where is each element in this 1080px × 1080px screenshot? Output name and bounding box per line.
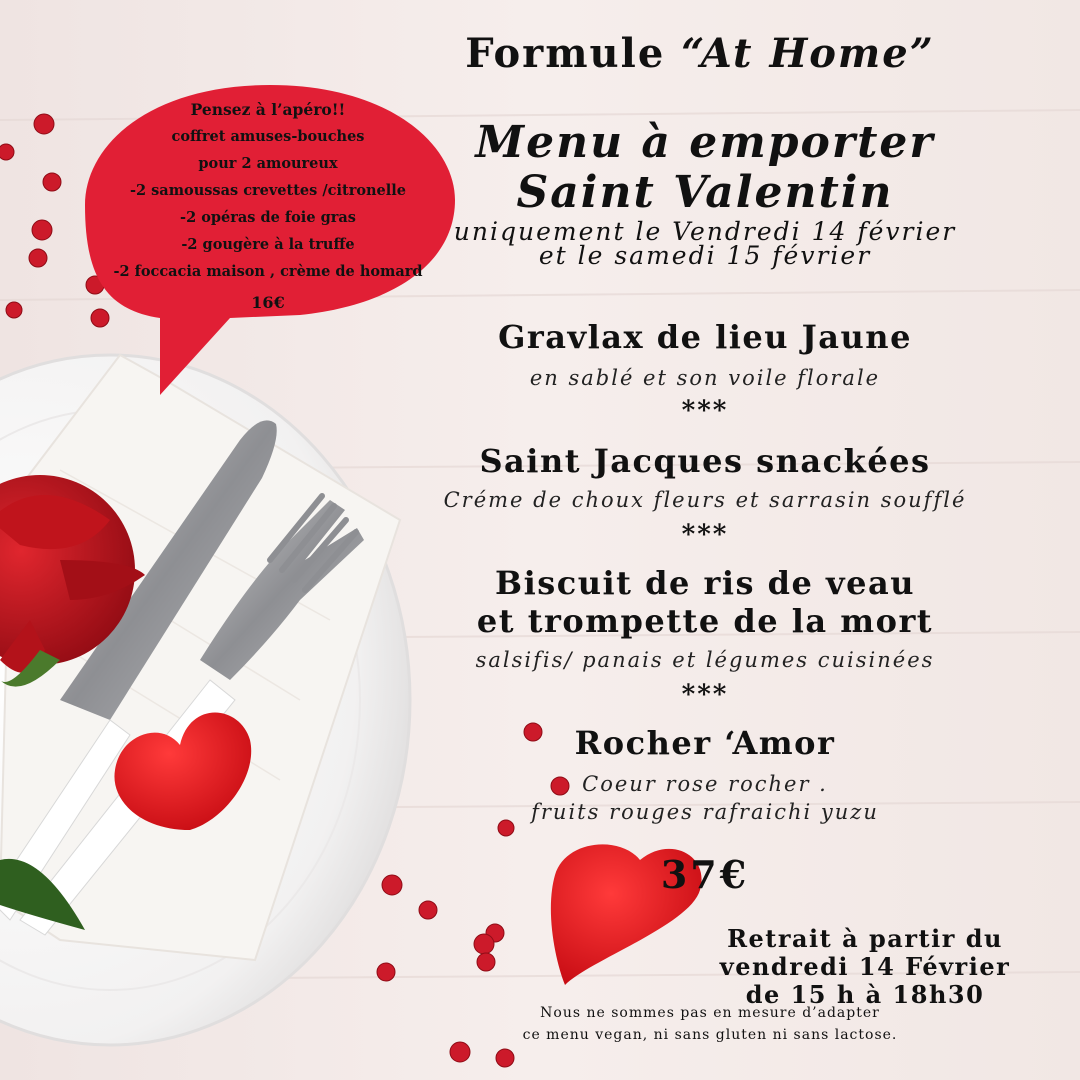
- dietary-disclaimer: [460, 1002, 960, 1046]
- formule-name: “At Home”: [681, 30, 935, 77]
- course-separator: ***: [681, 680, 729, 710]
- pickup-line3: de 15 h à 18h30: [745, 980, 985, 1009]
- aperitif-item: -2 samoussas crevettes /citronelle: [129, 182, 407, 199]
- dates-line1: uniquement le Vendredi 14 février: [453, 217, 957, 246]
- menu-title: [410, 118, 1000, 218]
- course-separator: ***: [681, 396, 729, 426]
- aperitif-price: 16€: [251, 293, 285, 312]
- dish2-name: Saint Jacques snackées: [479, 442, 931, 480]
- formule-prefix: Formule: [465, 30, 682, 77]
- dish3-desc: salsifis/ panais et légumes cuisinées: [475, 648, 935, 672]
- aperitif-line2: pour 2 amoureux: [198, 155, 338, 172]
- availability-dates: [410, 217, 1000, 270]
- menu-title-line2: Saint Valentin: [516, 167, 894, 218]
- dish3-name: [405, 564, 1005, 640]
- dish1-desc: en sablé et son voile florale: [529, 366, 881, 390]
- dish1-name: Gravlax de lieu Jaune: [498, 318, 912, 356]
- pickup-info: [690, 925, 1040, 1009]
- formule-title: [420, 30, 980, 77]
- pickup-line1: Retrait à partir du: [727, 924, 1003, 953]
- pickup-line2: vendredi 14 Février: [719, 952, 1011, 981]
- dish4-desc-line2: fruits rouges rafraichi yuzu: [531, 800, 879, 824]
- aperitif-line1: coffret amuses-bouches: [171, 128, 365, 145]
- dish4-desc: [405, 770, 1005, 826]
- dates-line2: et le samedi 15 février: [538, 241, 872, 270]
- dish4-name: Rocher ‘Amor: [574, 724, 836, 762]
- aperitif-item: -2 gougère à la truffe: [181, 236, 355, 253]
- aperitif-item: -2 foccacia maison , crème de homard: [113, 263, 423, 280]
- aperitif-title: Pensez à l’apéro!!: [190, 100, 346, 119]
- disclaimer-line2: ce menu vegan, ni sans gluten ni sans lactose.: [522, 1027, 898, 1043]
- dish4-desc-line1: Coeur rose rocher .: [582, 772, 828, 796]
- dish3-name-line1: Biscuit de ris de veau: [495, 564, 915, 602]
- dish2-desc: Créme de choux fleurs et sarrasin soufflé: [443, 488, 967, 512]
- course-separator: ***: [681, 520, 729, 550]
- disclaimer-line1: Nous ne sommes pas en mesure d’adapter: [540, 1005, 880, 1021]
- dish3-name-line2: et trompette de la mort: [476, 602, 934, 640]
- menu-title-line1: Menu à emporter: [475, 117, 935, 168]
- aperitif-bubble: [92, 96, 444, 316]
- aperitif-item: -2 opéras de foie gras: [180, 209, 356, 226]
- menu-price: 37€: [660, 852, 750, 897]
